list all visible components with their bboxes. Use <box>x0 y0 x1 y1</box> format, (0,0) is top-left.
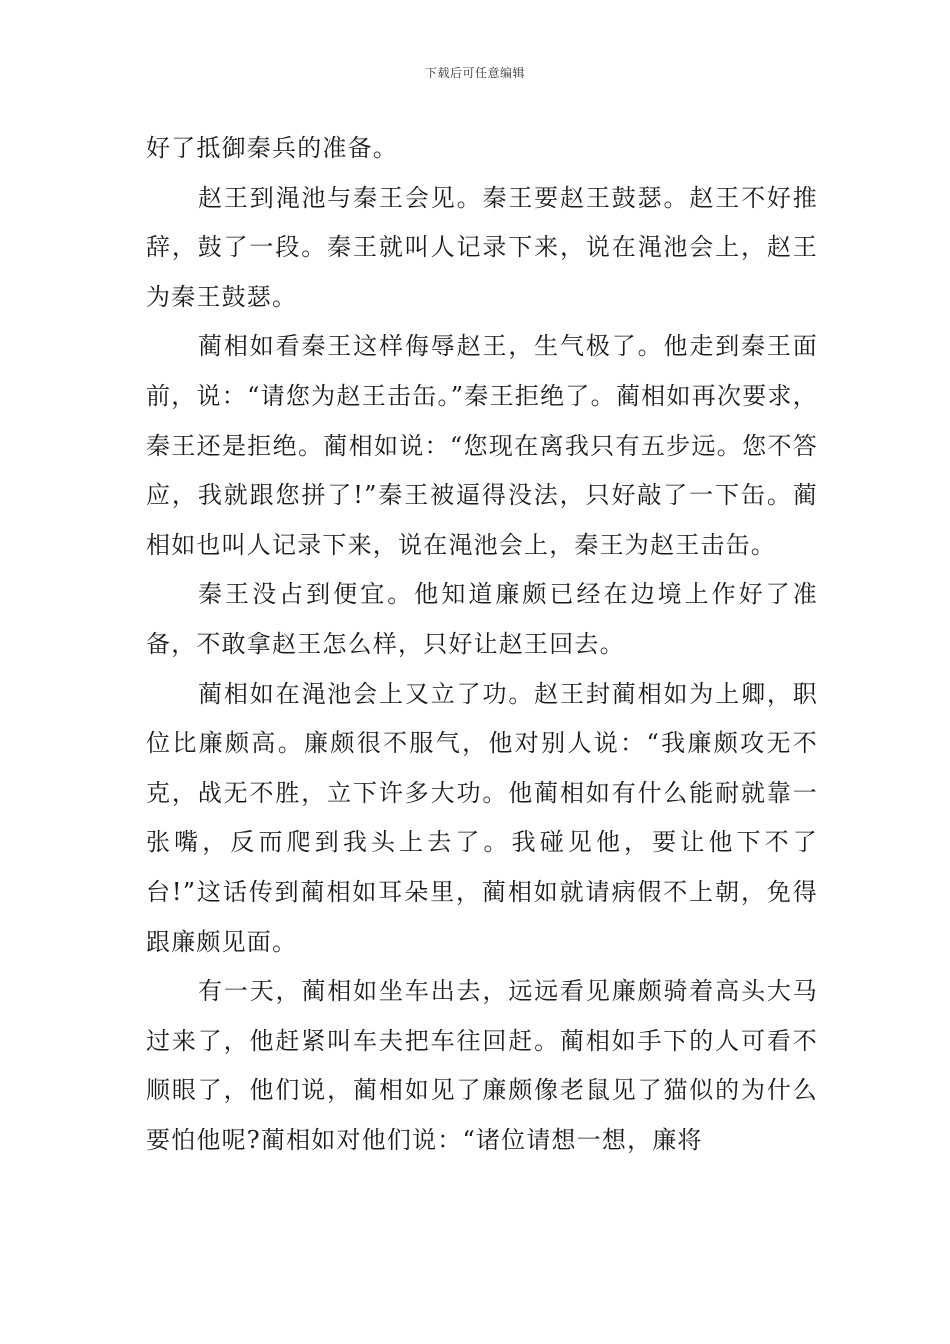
paragraph-1: 好了抵御秦兵的准备。 <box>146 134 398 162</box>
paragraph-3: 蔺相如看秦王这样侮辱赵王，生气极了。他走到秦王面前，说：“请您为赵王击缶。”秦王拒绝了。蔺相如再次要求，秦王还是拒绝。蔺相如说：“您现在离我只有五步远。您不答应，我就跟您拼了!”秦王被逼得没法，只好敲了一下缶。蔺相如也叫人记录下来，说在渑池会上，秦王为赵王击缶。 <box>146 332 818 559</box>
paragraph-4: 秦王没占到便宜。他知道廉颇已经在边境上作好了准备，不敢拿赵王怎么样，只好让赵王回去。 <box>146 580 818 658</box>
header-note: 下载后可任意编辑 <box>424 66 525 80</box>
paragraph-2: 赵王到渑池与秦王会见。秦王要赵王鼓瑟。赵王不好推辞，鼓了一段。秦王就叫人记录下来，说在渑池会上，赵王为秦王鼓瑟。 <box>146 183 818 311</box>
paragraph-6: 有一天，蔺相如坐车出去，远远看见廉颇骑着高头大马过来了，他赶紧叫车夫把车往回赶。蔺相如手下的人可看不顺眼了，他们说，蔺相如见了廉颇像老鼠见了猫似的为什么要怕他呢?蔺相如对他们说：“诸位请想一想，廉将 <box>146 977 818 1154</box>
body-text <box>146 124 818 1165</box>
paragraph-5: 蔺相如在渑池会上又立了功。赵王封蔺相如为上卿，职位比廉颇高。廉颇很不服气，他对别人说：“我廉颇攻无不克，战无不胜，立下许多大功。他蔺相如有什么能耐就靠一张嘴，反而爬到我头上去了。我碰见他，要让他下不了台!”这话传到蔺相如耳朵里，蔺相如就请病假不上朝，免得跟廉颇见面。 <box>146 679 818 956</box>
